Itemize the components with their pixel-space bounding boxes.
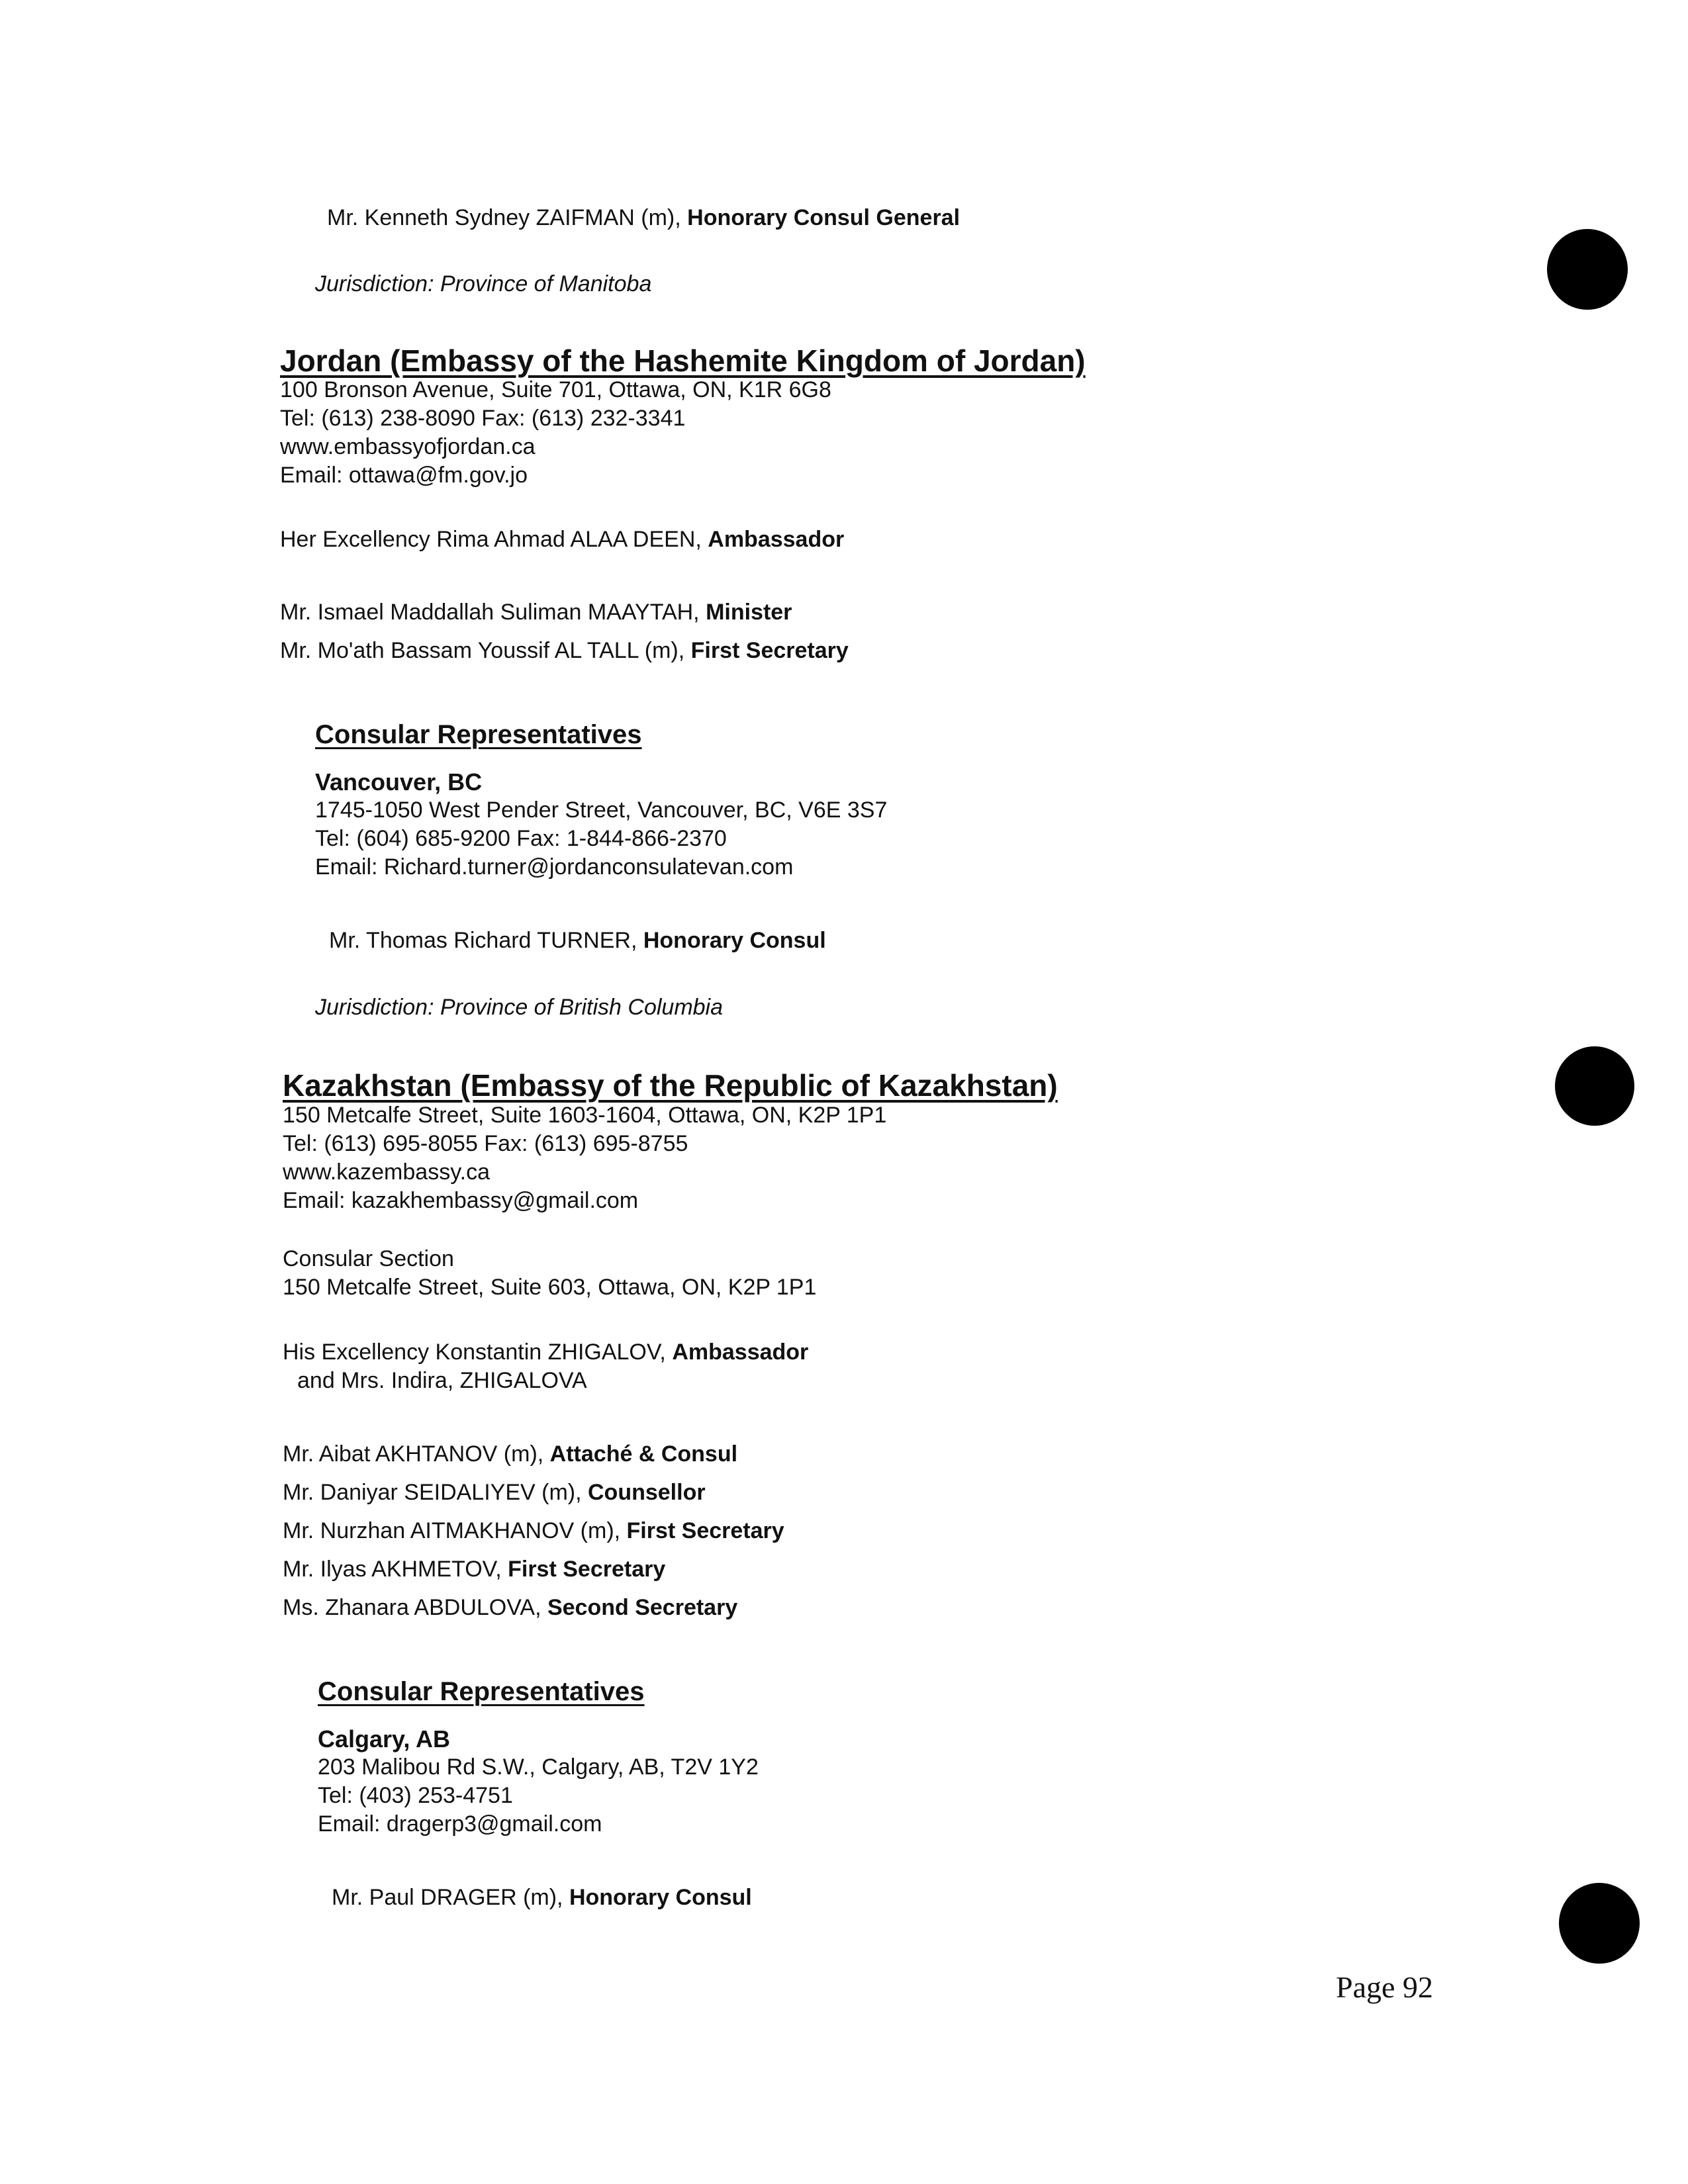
staff-title: First Secretary [508, 1557, 666, 1582]
manitoba-jurisdiction: Jurisdiction: Province of Manitoba [315, 271, 652, 296]
kazakhstan-consular-section-label: Consular Section [283, 1246, 454, 1271]
staff-entry [283, 1520, 784, 1542]
staff-entry [283, 1596, 737, 1619]
staff-title: Counsellor [588, 1480, 706, 1505]
ambassador-title: Ambassador [708, 527, 845, 552]
jordan-heading: Jordan (Embassy of the Hashemite Kingdom of Jordan) [280, 343, 1086, 378]
punch-hole [1555, 1046, 1634, 1126]
consul-title: Honorary Consul [643, 928, 826, 953]
kazakhstan-consular-email: Email: dragerp3@gmail.com [318, 1811, 602, 1837]
staff-name: Mr. Aibat AKHTANOV (m), [283, 1441, 550, 1467]
staff-entry [283, 1481, 706, 1504]
staff-title: Attaché & Consul [549, 1441, 738, 1467]
jordan-consular-jurisdiction: Jurisdiction: Province of British Columbia [315, 995, 724, 1020]
consul-title: Honorary Consul General [687, 205, 961, 230]
jordan-phone: Tel: (613) 238-8090 Fax: (613) 232-3341 [280, 406, 686, 431]
kazakhstan-consular-section-address: 150 Metcalfe Street, Suite 603, Ottawa, ON, K2P 1P1 [283, 1275, 817, 1300]
ambassador-name: Her Excellency Rima Ahmad ALAA DEEN, [280, 527, 708, 552]
staff-title: First Secretary [626, 1518, 784, 1543]
jordan-address: 100 Bronson Avenue, Suite 701, Ottawa, ON, K1R 6G8 [280, 377, 831, 402]
staff-title: Minister [706, 600, 792, 625]
staff-entry [283, 1443, 737, 1465]
manitoba-consul-entry [327, 206, 960, 229]
staff-name: Mr. Nurzhan AITMAKHANOV (m), [283, 1518, 627, 1543]
kazakhstan-heading: Kazakhstan (Embassy of the Republic of Kazakhstan) [283, 1068, 1058, 1103]
kazakhstan-consular-heading: Consular Representatives [318, 1677, 645, 1706]
kazakhstan-website: www.kazembassy.ca [283, 1160, 491, 1185]
kazakhstan-email: Email: kazakhembassy@gmail.com [283, 1188, 639, 1213]
staff-title: Second Secretary [547, 1595, 738, 1620]
page-number: Page 92 [1336, 1970, 1433, 2004]
staff-title: First Secretary [690, 638, 849, 663]
consul-name: Mr. Kenneth Sydney ZAIFMAN (m), [327, 205, 688, 230]
staff-name: Mr. Daniyar SEIDALIYEV (m), [283, 1480, 588, 1505]
punch-hole [1547, 229, 1628, 310]
ambassador-name: His Excellency Konstantin ZHIGALOV, [283, 1340, 673, 1365]
kazakhstan-spouse: and Mrs. Indira, ZHIGALOVA [297, 1368, 587, 1393]
kazakhstan-consular-city: Calgary, AB [318, 1725, 451, 1752]
kazakhstan-honorary-consul [332, 1886, 752, 1909]
staff-entry [283, 1558, 665, 1580]
kazakhstan-consular-phone: Tel: (403) 253-4751 [318, 1783, 513, 1808]
kazakhstan-ambassador [283, 1341, 808, 1363]
jordan-consular-heading: Consular Representatives [315, 720, 642, 749]
ambassador-title: Ambassador [672, 1340, 809, 1365]
jordan-consular-city: Vancouver, BC [315, 768, 483, 796]
jordan-email: Email: ottawa@fm.gov.jo [280, 463, 528, 488]
jordan-consular-address: 1745-1050 West Pender Street, Vancouver, BC, V6E 3S7 [315, 797, 888, 823]
consul-title: Honorary Consul [569, 1885, 752, 1910]
consul-name: Mr. Thomas Richard TURNER, [329, 928, 643, 953]
staff-name: Mr. Ilyas AKHMETOV, [283, 1557, 508, 1582]
punch-hole [1559, 1883, 1640, 1964]
staff-entry [280, 639, 849, 662]
jordan-ambassador [280, 528, 844, 551]
jordan-consular-phone: Tel: (604) 685-9200 Fax: 1-844-866-2370 [315, 826, 727, 851]
jordan-honorary-consul [329, 929, 826, 952]
consul-name: Mr. Paul DRAGER (m), [332, 1885, 569, 1910]
kazakhstan-consular-address: 203 Malibou Rd S.W., Calgary, AB, T2V 1Y2 [318, 1754, 759, 1780]
staff-name: Mr. Ismael Maddallah Suliman MAAYTAH, [280, 600, 706, 625]
kazakhstan-address: 150 Metcalfe Street, Suite 1603-1604, Ottawa, ON, K2P 1P1 [283, 1103, 887, 1128]
kazakhstan-phone: Tel: (613) 695-8055 Fax: (613) 695-8755 [283, 1131, 688, 1156]
staff-name: Ms. Zhanara ABDULOVA, [283, 1595, 547, 1620]
jordan-consular-email: Email: Richard.turner@jordanconsulatevan.com [315, 854, 794, 880]
staff-name: Mr. Mo'ath Bassam Youssif AL TALL (m), [280, 638, 691, 663]
staff-entry [280, 601, 792, 623]
jordan-website: www.embassyofjordan.ca [280, 434, 536, 459]
